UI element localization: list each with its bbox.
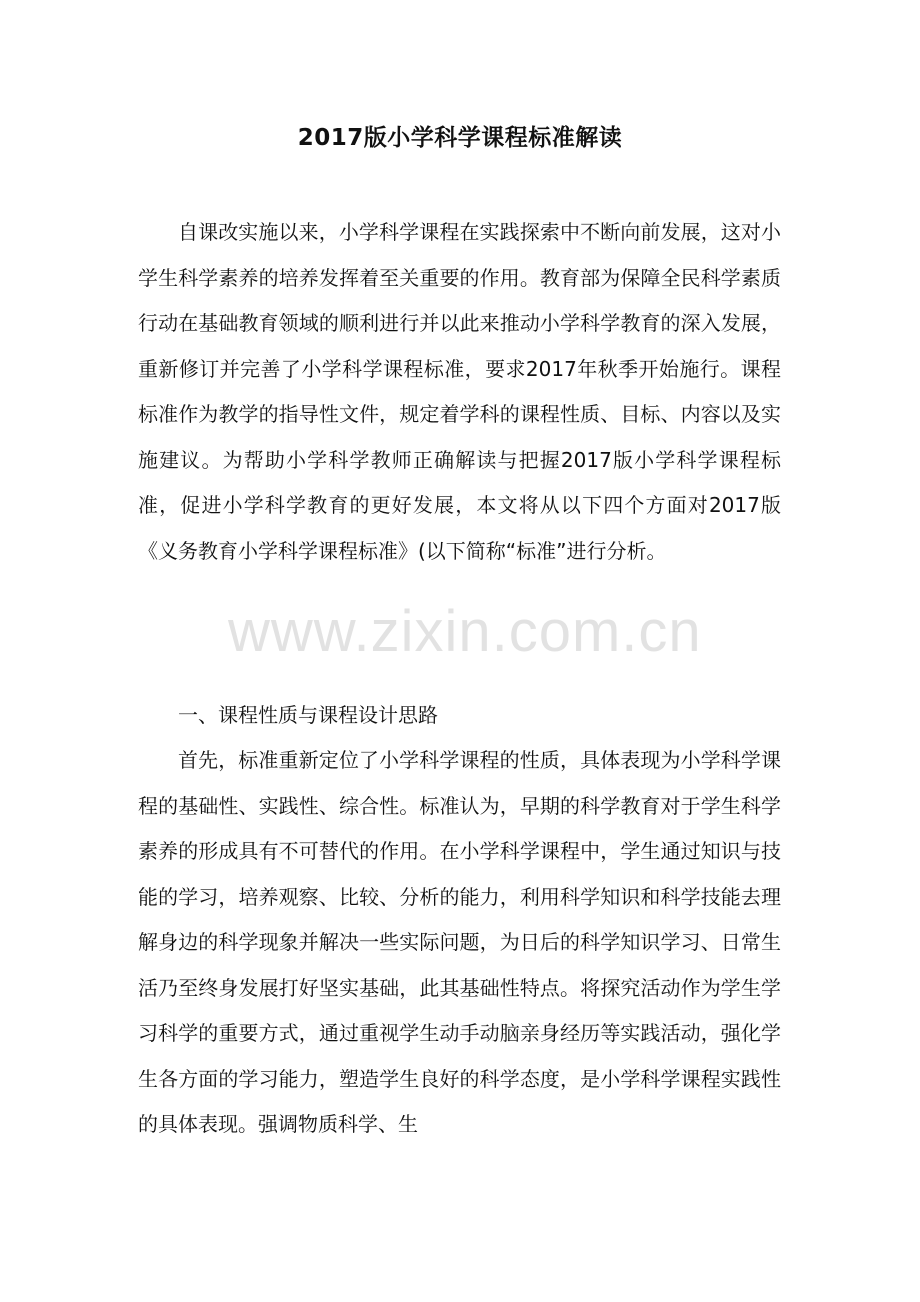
document-title: 2017版小学科学课程标准解读 <box>297 125 623 151</box>
watermark: www.zixin.com.cn <box>228 599 702 664</box>
paragraph-intro: 自课改实施以来，小学科学课程在实践探索中不断向前发展，这对小学生科学素养的培养发挥着至关重要的作用。教育部为保障全民科学素质行动在基础教育领域的顺利进行并以此来推动小学科学教育的深入发展，重新修订并完善了小学科学课程标准，要求2017年秋季开始施行。课程标准作为教学的指导性文件，规定着学科的课程性质、目标、内容以及实施建议。为帮助小学科学教师正确解读与把握2017版小学科学课程标准，促进小学科学教育的更好发展，本文将从以下四个方面对2017版《义务教育小学科学课程标准》(以下简称“标准”进行分析。 <box>138 220 781 563</box>
section-heading: 一、课程性质与课程设计思路 <box>178 703 438 727</box>
paragraph-course-nature: 首先，标准重新定位了小学科学课程的性质，具体表现为小学科学课程的基础性、实践性、综合性。标准认为，早期的科学教育对于学生科学素养的形成具有不可替代的作用。在小学科学课程中，学生通过知识与技能的学习，培养观察、比较、分析的能力，利用科学知识和科学技能去理解身边的科学现象并解决一些实际问题，为日后的科学知识学习、日常生活乃至终身发展打好坚实基础，此其基础性特点。将探究活动作为学生学习科学的重要方式，通过重视学生动手动脑亲身经历等实践活动，强化学生各方面的学习能力，塑造学生良好的科学态度，是小学科学课程实践性的具体表现。强调物质科学、生 <box>138 748 781 1136</box>
